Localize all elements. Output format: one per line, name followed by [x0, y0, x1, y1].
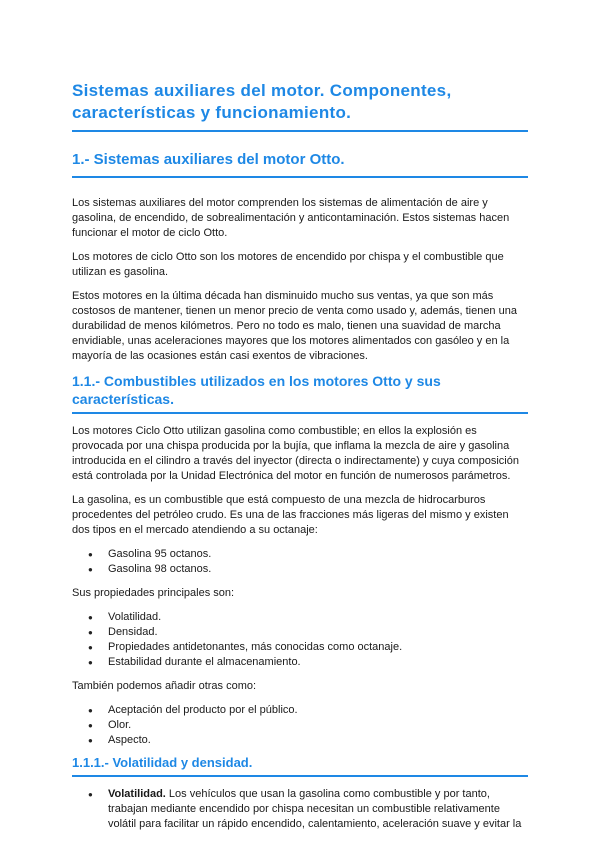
properties-list — [72, 610, 528, 670]
section-1-paragraph-1: Los sistemas auxiliares del motor comprenden los sistemas de alimentación de aire y gasolina, de encendido, de sobrealimentación y anticontaminación. Estos sistemas hacen funcionar el motor de ciclo Otto. — [72, 197, 510, 239]
list-item: ● Aceptación del producto por el público. — [108, 703, 528, 718]
volatility-term: Volatilidad. — [108, 788, 166, 800]
list-item: ● Densidad. — [108, 625, 528, 640]
section-1-1-paragraph-1: Los motores Ciclo Otto utilizan gasolina como combustible; en ellos la explosión es provocada por una chispa producida por la bujía, que inflama la mezcla de aire y gasolina introducida en el cilindro a través del inyector (directa o indirectamente) y cuya composición está controlada por la Unidad Electrónica del motor en función de numerosos parámetros. — [72, 425, 519, 482]
octane-list — [72, 547, 528, 577]
list-item: ● Olor. — [108, 718, 528, 733]
list-item: ● Gasolina 95 octanos. — [108, 547, 528, 562]
section-1-1-heading: 1.1.- Combustibles utilizados en los motores Otto y sus características. — [72, 372, 528, 414]
section-1-heading: 1.- Sistemas auxiliares del motor Otto. — [72, 150, 528, 178]
list-item: ● Gasolina 98 octanos. — [108, 562, 528, 577]
section-1-paragraph-3: Estos motores en la última década han disminuido mucho sus ventas, ya que son más costosos de mantener, tienen un menor precio de venta como usado y, además, tienen una durabilidad de menos kilómetros. Pero no todo es malo, tienen una suavidad de marcha envidiable, unas aceleraciones mayores que los motores alimentados con gasóleo y en la mayoría de las ocasiones están casi exentos de vibraciones. — [72, 290, 517, 362]
others-intro: También podemos añadir otras como: — [72, 680, 257, 692]
list-item: ● Aspecto. — [108, 733, 528, 748]
properties-intro: Sus propiedades principales son: — [72, 587, 235, 599]
section-1-paragraph-2: Los motores de ciclo Otto son los motores de encendido por chispa y el combustible que utilizan es gasolina. — [72, 251, 504, 278]
list-item: ● Estabilidad durante el almacenamiento. — [108, 655, 528, 670]
volatility-text: Los vehículos que usan la gasolina como combustible y por tanto, trabajan mediante encendido por chispa necesitan un combustible relativamente volátil para facilitar un rápido encendido, calentamiento, aceleración suave y evitar la — [108, 788, 522, 830]
list-item — [108, 787, 528, 832]
list-item: ● Volatilidad. — [108, 610, 528, 625]
document-title: Sistemas auxiliares del motor. Componentes, características y funcionamiento. — [72, 80, 528, 132]
others-list — [72, 703, 528, 748]
section-1-1-paragraph-2: La gasolina, es un combustible que está compuesto de una mezcla de hidrocarburos procedentes del petróleo crudo. Es una de las fracciones más ligeras del mismo y existen dos tipos en el mercado atendiendo a su octanaje: — [72, 494, 509, 536]
volatility-list — [72, 787, 528, 832]
list-item: ● Propiedades antidetonantes, más conocidas como octanaje. — [108, 640, 528, 655]
section-1-1-1-heading: 1.1.1.- Volatilidad y densidad. — [72, 754, 528, 777]
